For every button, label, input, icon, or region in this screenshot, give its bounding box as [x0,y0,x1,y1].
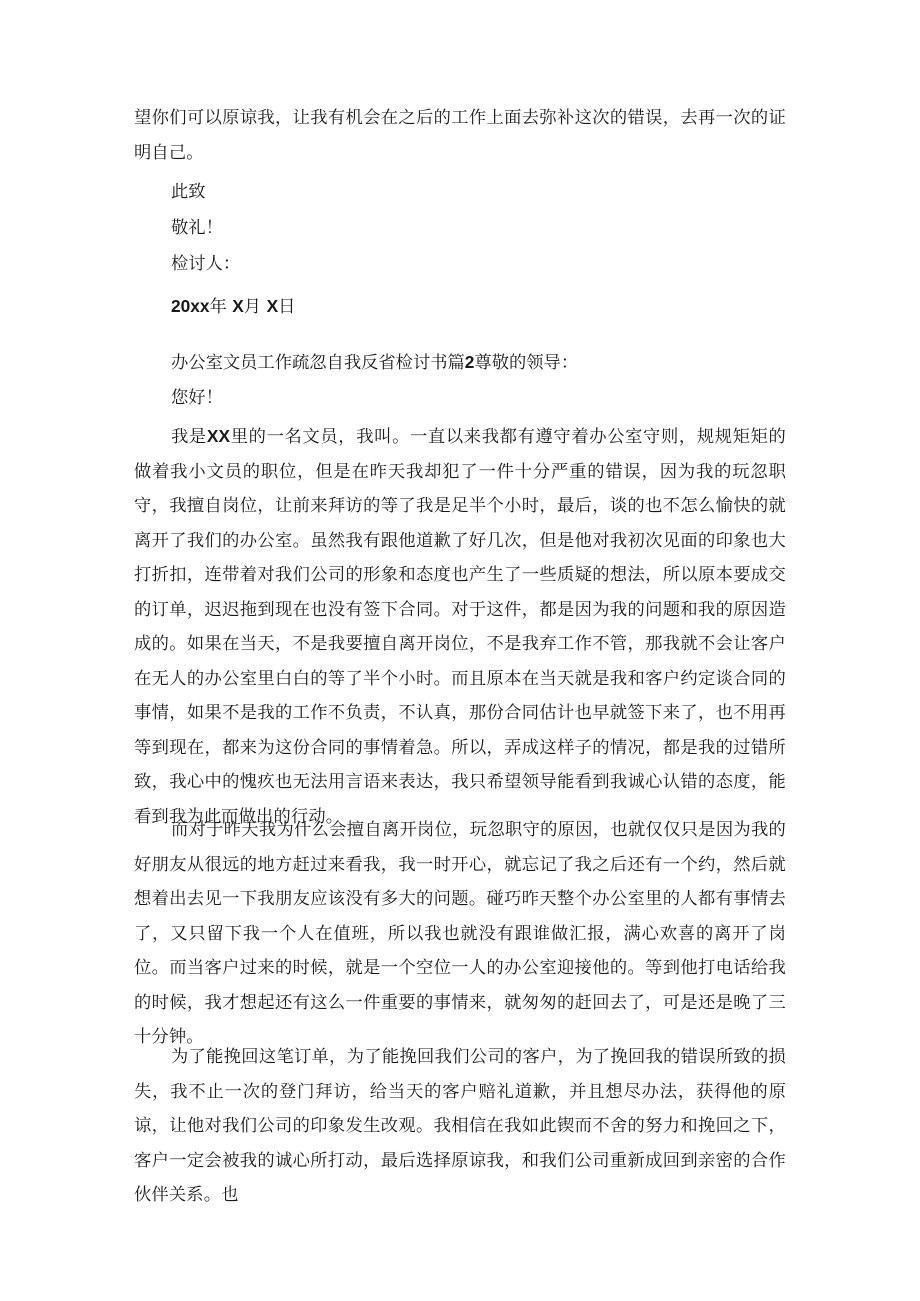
paragraph-1 [134,419,786,834]
signature-date [171,289,295,325]
date-day-suffix: 日 [278,297,296,317]
closing-salutation: 此致 [171,182,206,202]
date-year: 20xx [171,296,210,316]
paragraph-1-body: 里的一名文员，我叫。一直以来我都有遵守着办公室守则，规规矩矩的做着我小文员的职位，但是在昨天我却犯了一件十分严重的错误，因为我的玩忽职守，我擅自岗位，让前来拜访的等了我是足半个小时，最后，谈的也不怎么愉快的就离开了我们的办公室。虽然我有跟他道歉了好几次，但是他对我初次见面的印象也大打折扣，连带着对我们公司的形象和态度也产生了一些质疑的想法，所以原本要成交的订单，迟迟拖到现在也没有签下合同。对于这件，都是因为我的问题和我的原因造成的。如果在当天，不是我要擅自离开岗位，不是我弃工作不管，那我就不会让客户在无人的办公室里白白的等了半个小时。而且原本在当天就是我和客户约定谈合同的事情，如果不是我的工作不负责，不认真，那份合同估计也早就签下来了，也不用再等到现在，都来为这份合同的事情着急。所以，弄成这样子的情况，都是我的过错所致，我心中的愧疚也无法用言语来表达，我只希望领导能看到我诚心认错的态度，能看到我为此而做出的行动。 [134,427,786,827]
date-year-suffix: 年 [209,297,227,317]
signer-label: 检讨人： [171,254,241,274]
section-title [171,345,578,381]
section-title-text: 办公室文员工作疏忽自我反省检讨书篇 [171,353,465,373]
paragraph-1-lead: 我是 [171,427,207,447]
closing-regards: 敬礼！ [171,218,223,238]
date-day: X [266,296,279,316]
paragraph-3: 为了能挽回这笔订单，为了能挽回我们公司的客户，为了挽回我的错误所致的损失，我不止一次的登门拜访，给当天的客户赔礼道歉，并且想尽办法，获得他的原谅，让他对我们公司的印象发生改观。我相信在我如此锲而不舍的努力和挽回之下，客户一定会被我的诚心所打动，最后选择原谅我，和我们公司重新成回到亲密的合作伙伴关系。也 [134,1047,786,1205]
greeting: 您好！ [171,388,223,408]
section-title-address: 尊敬的领导： [474,353,579,373]
date-month-suffix: 月 [243,297,262,317]
section-number: 2 [464,352,475,372]
paragraph-continued: 望你们可以原谅我，让我有机会在之后的工作上面去弥补这次的错误，去再一次的证明自己。 [134,108,786,163]
paragraph-1-name: XX [206,426,231,446]
date-month: X [232,296,244,316]
paragraph-2: 而对于昨天我为什么会擅自离开岗位，玩忽职守的原因，也就仅仅只是因为我的好朋友从很远的地方赶过来看我，我一时开心，就忘记了我之后还有一个约，然后就想着出去见一下我朋友应该没有多大的问题。碰巧昨天整个办公室里的人都有事情去了，又只留下我一个人在值班，所以我也就没有跟谁做汇报，满心欢喜的离开了岗位。而当客户过来的时候，就是一个空位一人的办公室迎接他的。等到他打电话给我的时候，我才想起还有这么一件重要的事情来，就匆匆的赶回去了，可是还是晚了三十分钟。 [134,820,786,1047]
